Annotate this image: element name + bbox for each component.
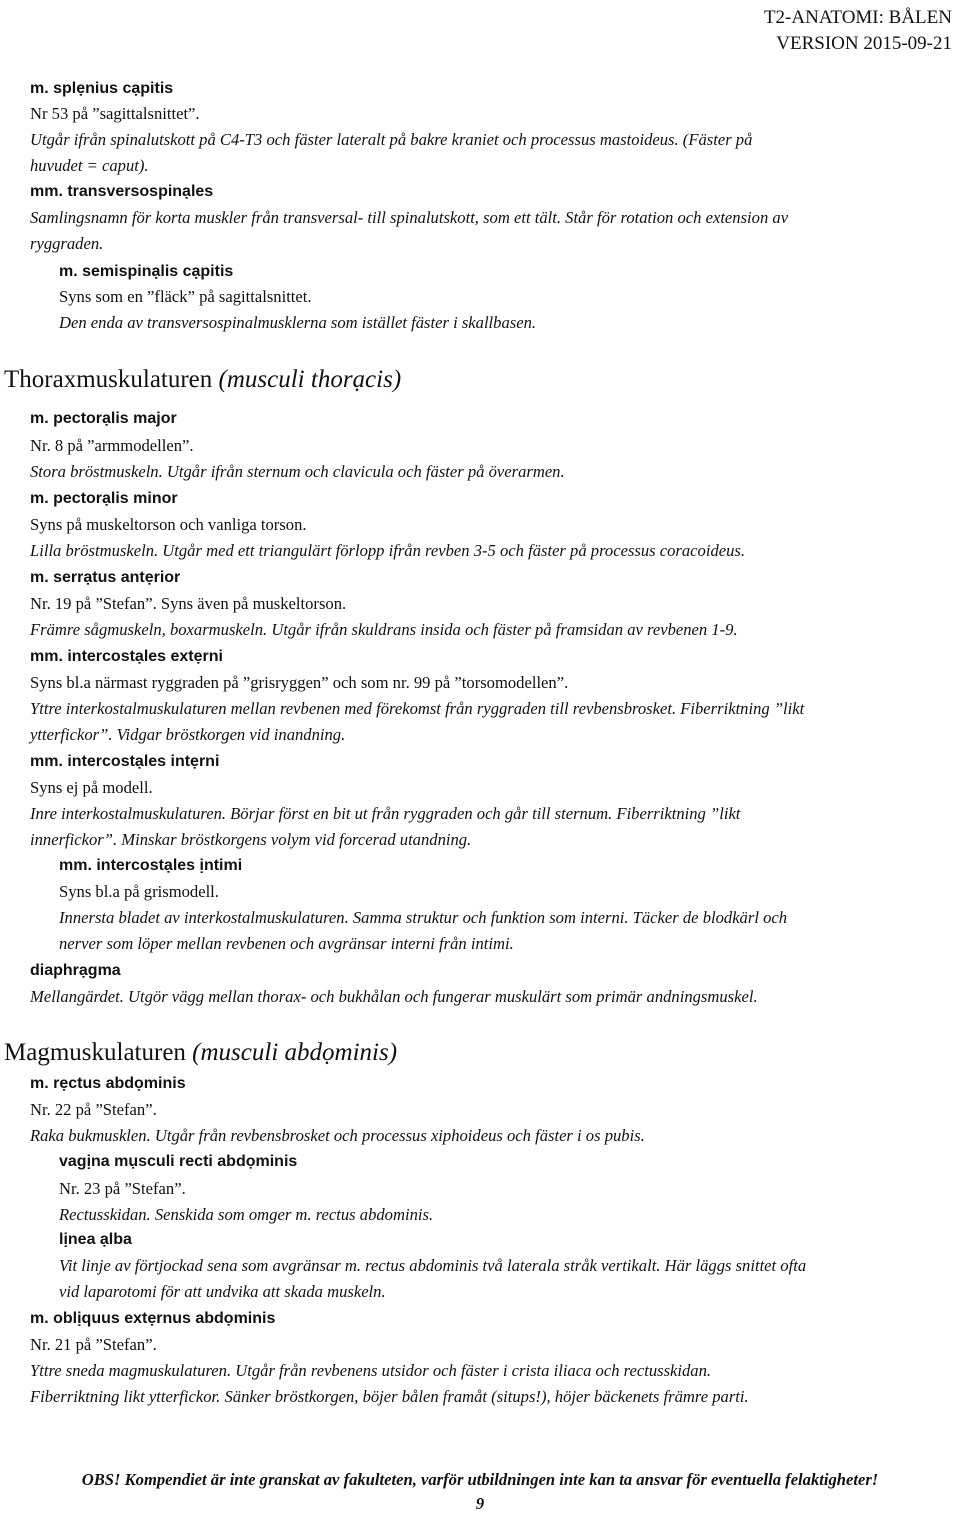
term-transversospinales: mm. transversospinạles (30, 183, 214, 200)
text-line: Raka bukmusklen. Utgår från revbensbrosket och processus xiphoideus och fäster i os pubis. (30, 1126, 645, 1145)
term-rectus-abdominis: m. rẹctus abdọminis (30, 1075, 186, 1092)
text-line: Nr. 8 på ”armmodellen”. (30, 436, 194, 455)
disclaimer-note: OBS! Kompendiet är inte granskat av fakulteten, varför utbildningen inte kan ta ansvar för eventuella felaktigheter! (81, 1470, 879, 1489)
section-heading-abdomen (4, 1038, 397, 1068)
header-version: VERSION 2015-09-21 (776, 33, 952, 54)
text-line: Främre sågmuskeln, boxarmuskeln. Utgår ifrån skuldrans insida och fäster på framsidan av revbenen 1-9. (30, 620, 738, 639)
text-line: Nr. 19 på ”Stefan”. Syns även på muskeltorson. (30, 594, 347, 613)
text-line: Stora bröstmuskeln. Utgår ifrån sternum och clavicula och fäster på överarmen. (30, 462, 565, 481)
term-diaphragma: diaphrạgma (30, 962, 121, 979)
text-line: innerfickor”. Minskar bröstkorgens volym vid forcerad utandning. (30, 830, 472, 849)
section-title: Thoraxmuskulaturen (4, 366, 213, 393)
section-latin: (musculi thorạcis) (218, 366, 402, 393)
text-line: Syns bl.a på grismodell. (59, 882, 219, 901)
text-line: Nr. 23 på ”Stefan”. (59, 1179, 186, 1198)
text-line: Lilla bröstmuskeln. Utgår med ett triangulärt förlopp ifrån revben 3-5 och fäster på processus coracoideus. (30, 541, 746, 560)
section-title: Magmuskulaturen (4, 1039, 186, 1066)
text-line: Inre interkostalmuskulaturen. Börjar först en bit ut från ryggraden och går till sternum. Fiberriktning ”likt (30, 804, 741, 823)
text-line: huvudet = caput). (30, 156, 149, 175)
term-intercostales-intimi: mm. intercostạles ịntimi (59, 857, 243, 874)
text-line: Utgår ifrån spinalutskott på C4-T3 och fäster lateralt på bakre kraniet och processus mastoideus. (Fäster på (30, 130, 753, 149)
term-pectoralis-major: m. pectorạlis major (30, 410, 177, 427)
text-line: Innersta bladet av interkostalmuskulaturen. Samma struktur och funktion som interni. Täcker de blodkärl och (59, 908, 788, 927)
term-semispinalis-capitis: m. semispinạlis cạpitis (59, 263, 234, 280)
section-heading-thorax (4, 365, 401, 395)
term-linea-alba: lịnea ạlba (59, 1231, 132, 1248)
term-obliquus-externus: m. oblịquus extẹrnus abdọminis (30, 1310, 276, 1327)
text-line: Fiberriktning likt ytterfickor. Sänker bröstkorgen, böjer bålen framåt (situps!), höjer bäckenets främre parti. (30, 1387, 749, 1406)
term-intercostales-externi: mm. intercostạles extẹrni (30, 648, 223, 665)
text-line: Rectusskidan. Senskida som omger m. rectus abdominis. (59, 1205, 434, 1224)
text-line: Samlingsnamn för korta muskler från transversal- till spinalutskott, som ett tält. Står för rotation och extension av (30, 208, 789, 227)
text-line: Syns bl.a närmast ryggraden på ”grisryggen” och som nr. 99 på ”torsomodellen”. (30, 673, 569, 692)
text-line: Syns på muskeltorson och vanliga torson. (30, 515, 307, 534)
text-line: Syns som en ”fläck” på sagittalsnittet. (59, 287, 312, 306)
section-latin: (musculi abdọminis) (192, 1039, 398, 1066)
page-header (764, 5, 952, 57)
header-title: T2-ANATOMI: BÅLEN (763, 7, 952, 28)
text-line: Yttre interkostalmuskulaturen mellan revbenen med förekomst från ryggraden till revbensbrosket. Fiberriktning ”likt (30, 699, 805, 718)
term-intercostales-interni: mm. intercostạles intẹrni (30, 753, 220, 770)
term-splenius-capitis: m. splẹnius cạpitis (30, 80, 174, 97)
text-line: ytterfickor”. Vidgar bröstkorgen vid inandning. (30, 725, 346, 744)
text-line: Mellangärdet. Utgör vägg mellan thorax- och bukhålan och fungerar muskulärt som primär andningsmuskel. (30, 987, 758, 1006)
text-line: Vit linje av förtjockad sena som avgränsar m. rectus abdominis två laterala stråk vertikalt. Här läggs snittet ofta (59, 1256, 807, 1275)
text-line: Syns ej på modell. (30, 778, 153, 797)
text-line: Nr. 22 på ”Stefan”. (30, 1100, 157, 1119)
text-line: Nr 53 på ”sagittalsnittet”. (30, 104, 200, 123)
term-serratus-anterior: m. serrạtus antẹrior (30, 569, 181, 586)
text-line: Den enda av transversospinalmusklerna som istället fäster i skallbasen. (59, 313, 537, 332)
text-line: Yttre sneda magmuskulaturen. Utgår från revbenens utsidor och fäster i crista iliaca och rectusskidan. (30, 1361, 712, 1380)
text-line: Nr. 21 på ”Stefan”. (30, 1335, 157, 1354)
term-pectoralis-minor: m. pectorạlis minor (30, 490, 178, 507)
text-line: ryggraden. (30, 234, 104, 253)
text-line: vid laparotomi för att undvika att skada muskeln. (59, 1282, 386, 1301)
term-vagina-musculi-recti: vagịna mụsculi recti abdọminis (59, 1153, 298, 1170)
text-line: nerver som löper mellan revbenen och avgränsar interni från intimi. (59, 934, 514, 953)
page-number: 9 (475, 1494, 485, 1513)
